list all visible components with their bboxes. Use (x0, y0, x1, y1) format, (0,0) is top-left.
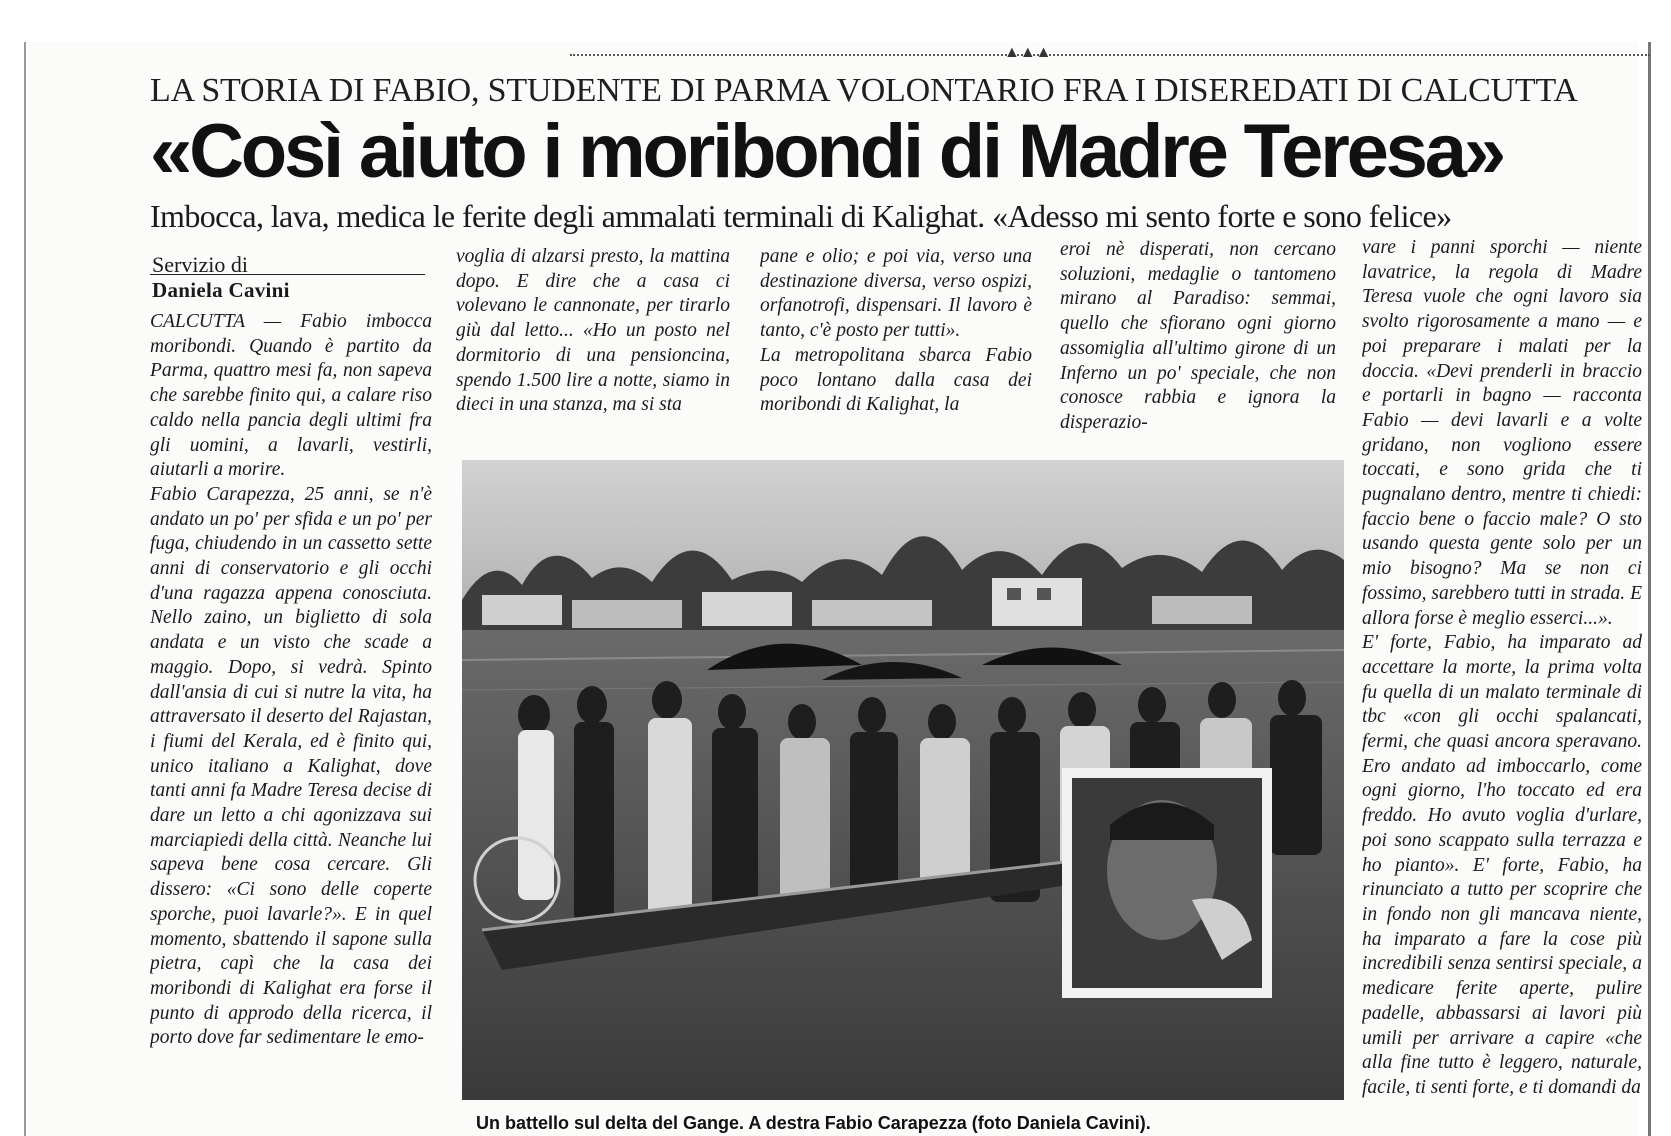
headline: «Così aiuto i moribondi di Madre Teresa» (150, 109, 1503, 194)
subheadline: Imbocca, lava, medica le ferite degli ammalati terminali di Kalighat. «Adesso mi sento forte e sono felice» (150, 198, 1452, 234)
photo-caption: Un battello sul delta del Gange. A destra Fabio Carapezza (foto Daniela Cavini). (476, 1113, 1151, 1133)
paragraph: pane e olio; e poi via, verso una destinazione diversa, verso ospizi, orfanotrofi, dispensari. Il lavoro è tanto, c'è posto per tutti». (760, 246, 1032, 342)
paragraph: Fabio Carapezza, 25 anni, se n'è andato un po' per sfida e un po' per fuga, chiudendo in un cassetto sette anni di conservatorio e gli occhi d'una ragazza appena conosciuta. Nello zaino, un biglietto di sola andata e un visto che scade a maggio. Dopo, si vedrà. Spinto dall'ansia di cui si nutre la vita, ha attraversato il deserto del Rajastan, i fiumi del Kerala, ed è finito qui, unico italiano a Kalighat, dove tanti anni fa Madre Teresa decise di dare un letto a chi agonizzava sui marciapiedi della città. Neanche lui sapeva bene cosa cercare. Gli dissero: «Ci sono delle coperte sporche, puoi lavarle?». E in quel momento, sbattendo il sapone sulla pietra, capì che la casa dei moribondi di Kalighat era forse il punto di approdo della ricerca, il porto dove far sedimentare le emo- (150, 483, 432, 1049)
paragraph: E' forte, Fabio, ha imparato ad accettare la morte, la prima volta fu quella di un malato terminale di tbc «con gli occhi spalancati, fermi, che quasi ancora speravano. Ero andato ad imboccarlo, come ogni giorno, l'ho toccato ed era freddo. Ho avuto voglia d'urlare, poi sono scappato sulla terrazza e ho pianto». E' forte, Fabio, ha rinunciato a tutto per scoprire che in fondo non gli mancava niente, ha imparato a fare la cose più incredibili senza sentirsi speciale, a medicare ferite aperte, pulire padelle, abbassarsi ai lavori più umili per arrivare a capire «che alla fine tutto è leggero, naturale, facile, ti senti forte, e ti domandi da (1362, 632, 1642, 1098)
top-dotted-rule (570, 54, 1650, 56)
paragraph: voglia di alzarsi presto, la mattina dopo. E dire che a casa ci volevano le cannonate, per tirarlo giù dal letto... «Ho un posto nel dormitorio di una pensioncina, spendo 1.500 lire a notte, siamo in dieci in una stanza, ma si sta (456, 246, 730, 416)
byline-label: Servizio di (152, 252, 248, 277)
clipping-left-edge (24, 42, 26, 1136)
column-2 (456, 245, 730, 440)
byline-rule (150, 274, 425, 275)
paragraph: CALCUTTA — Fabio imbocca moribondi. Quando è partito da Parma, quattro mesi fa, non sapeva che sarebbe finito qui, a calare riso caldo nella pancia degli ultimi fra gli uomini, a lavarli, vestirli, aiutarli a morire. (150, 311, 432, 481)
byline-name: Daniela Cavini (152, 278, 290, 302)
kicker: LA STORIA DI FABIO, STUDENTE DI PARMA VOLONTARIO FRA I DISEREDATI DI CALCUTTA (150, 72, 1578, 109)
column-5 (1362, 236, 1642, 1136)
paragraph: La metropolitana sbarca Fabio poco lontano dalla casa dei moribondi di Kalighat, la (760, 344, 1032, 416)
boat-photo (462, 460, 1344, 1100)
column-4 (1060, 238, 1336, 438)
column-3 (760, 245, 1032, 440)
paragraph: eroi nè disperati, non cercano soluzioni, medaglie o tantomeno mirano al Paradiso: semmai, quello che sfiorano ogni giorno assomiglia all'ultimo girone di un Inferno un po' speciale, che non conosce rabbia e ignora la disperazio- (1060, 239, 1336, 433)
column-1 (150, 310, 432, 1136)
paragraph: vare i panni sporchi — niente lavatrice, la regola di Madre Teresa vuole che ogni lavoro sia svolto rigorosamente a mano — e poi preparare i malati per la doccia. «Devi prenderli in braccio e portarli in bagno — racconta Fabio — devi lavarli e a volte gridano, non vogliono essere toccati, e sono grida che ti pugnalano dentro, mentre ti chiedi: faccio bene o faccio male? O sto usando questa gente solo per un mio bisogno? Ma se non ci fossimo, sarebbero tutti in strada. E allora forse è meglio esserci...». (1362, 237, 1642, 629)
ornament-icon: ▲▲▲ (1004, 44, 1052, 61)
